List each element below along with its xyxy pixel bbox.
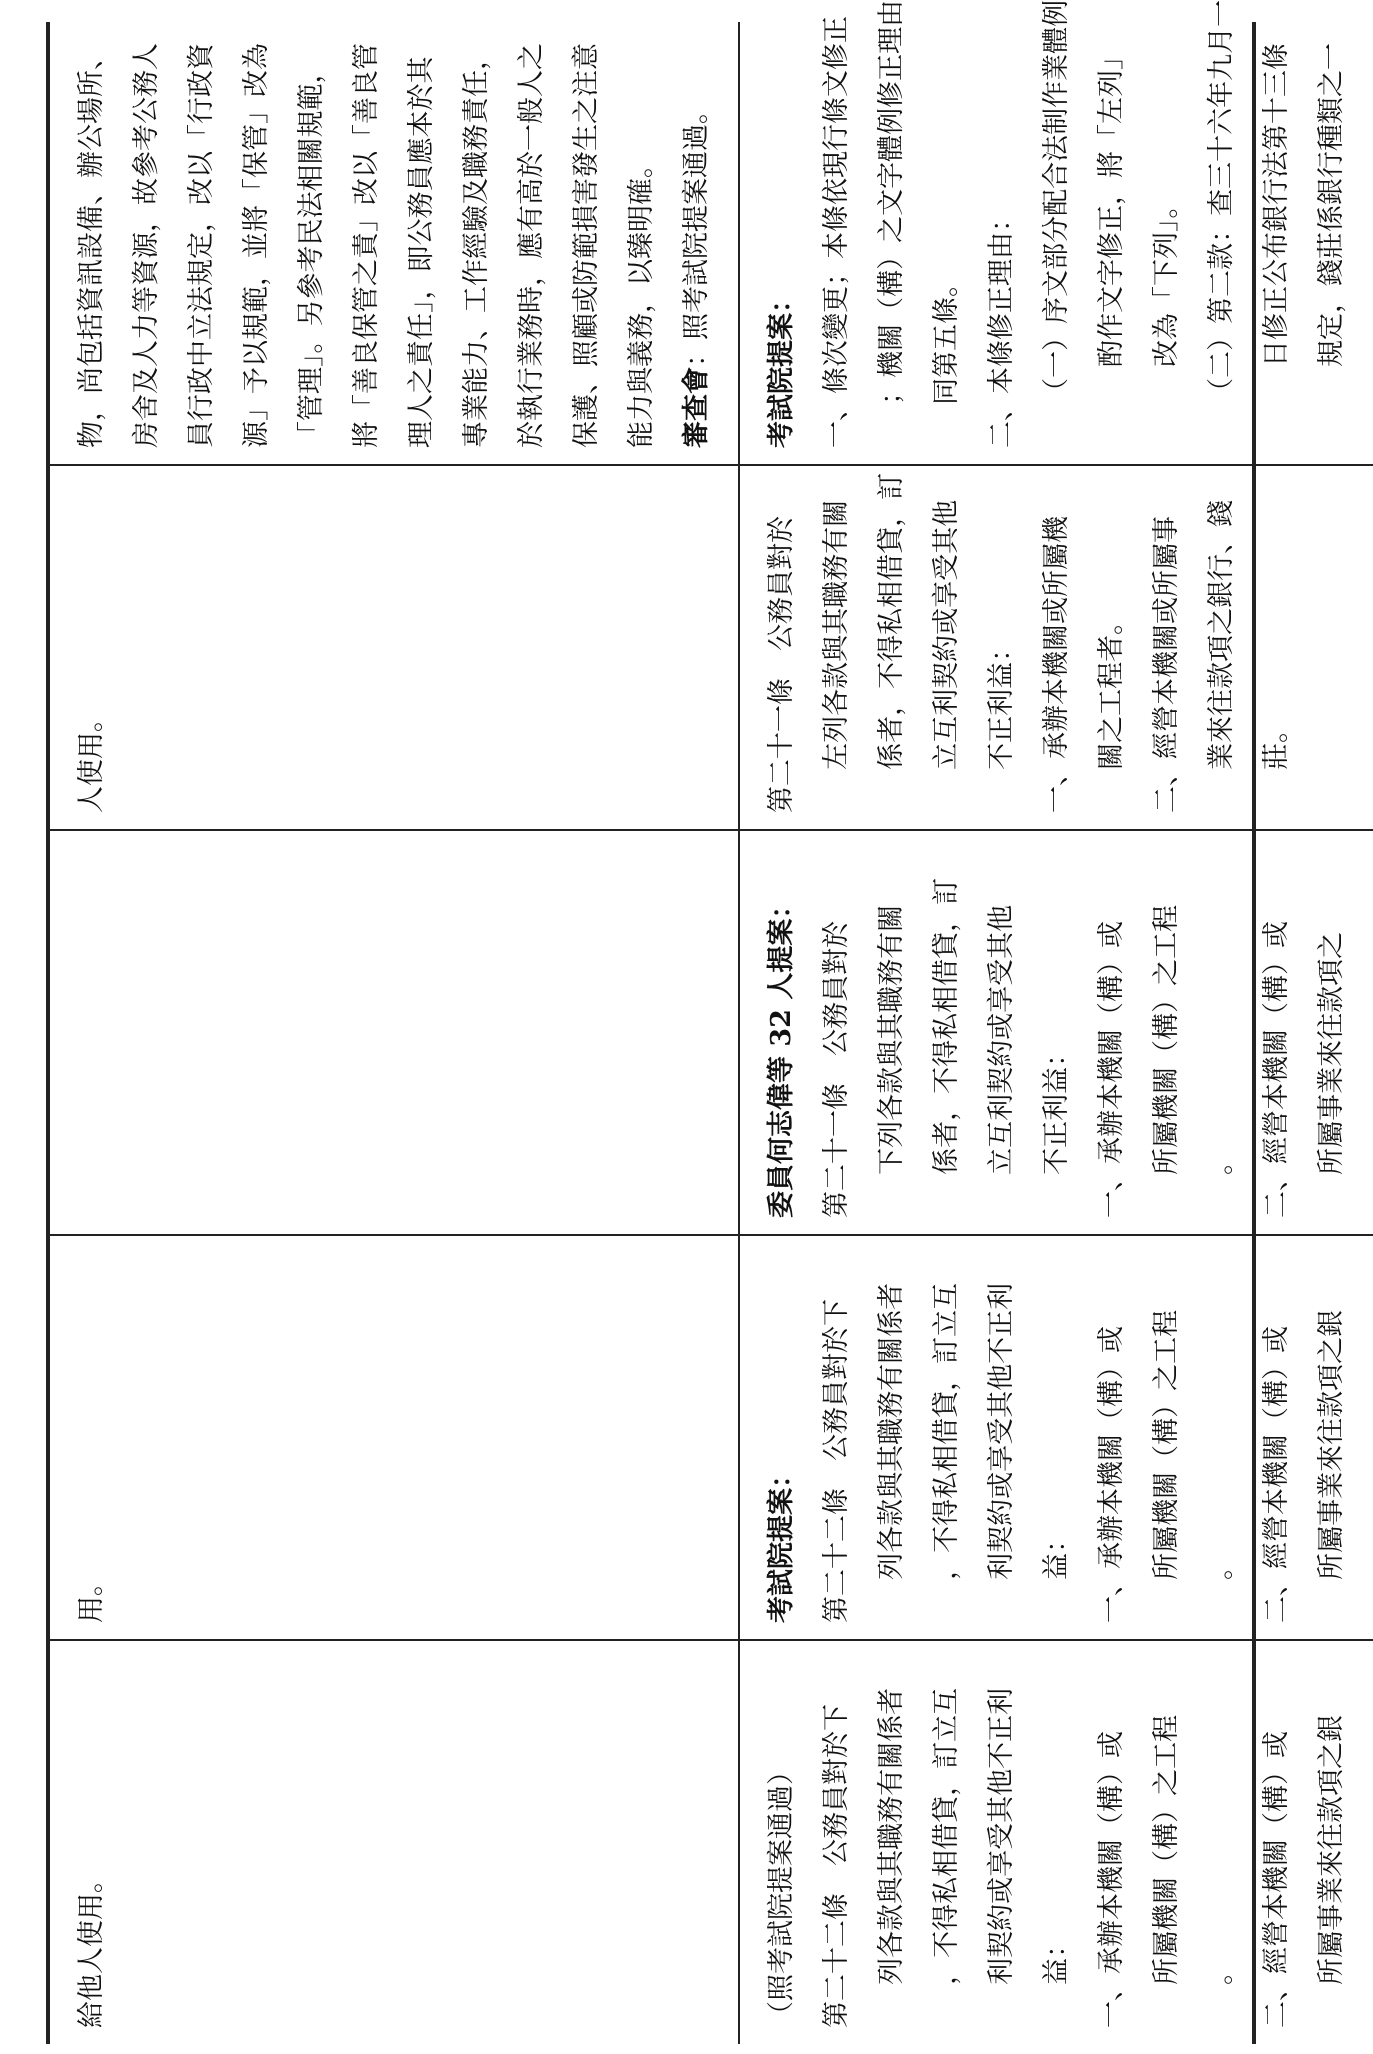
text-line: 用。 — [76, 1569, 107, 1623]
text-line: ，不得私相借貸，訂立互 — [931, 1687, 962, 1985]
text-line: 所屬事業來往款項之銀 — [1316, 1714, 1347, 1985]
cell-legislator-proposal — [740, 829, 1373, 1234]
text-line: 係者，不得私相借貸，訂 — [931, 877, 962, 1175]
text-line: 。 — [1206, 1957, 1237, 1985]
text-line: 日修正公布銀行法第十三條 — [1261, 43, 1292, 367]
text-line: 所屬事業來往款項之銀 — [1316, 1309, 1347, 1580]
text-line: 委員何志偉等 32 人提案： — [766, 891, 797, 1218]
text-line: （二）第二款：查三十六年九月一 — [1206, 0, 1237, 405]
text-line: 一、承辦本機關（構）或 — [1096, 1731, 1127, 2028]
text-line: 專業能力、工作經驗及職務責任， — [461, 43, 492, 448]
text-line: 一、承辦本機關（構）或 — [1096, 1326, 1127, 1623]
text-line: 業來往款項之銀行、錢 — [1206, 499, 1237, 770]
text-line: 利契約或享受其他不正利 — [986, 1282, 1017, 1580]
text-line: 審查會：照考試院提案通過。 — [681, 97, 712, 448]
text-line: 列各款與其職務有關係者 — [876, 1687, 907, 1985]
text-line: 「管理」。另參考民法相關規範， — [296, 56, 327, 448]
cell-explanation — [50, 22, 738, 464]
text-line: 二、經營本機關或所屬事 — [1151, 516, 1182, 813]
comparison-table — [46, 0, 1347, 2044]
cell-legislator-proposal — [50, 829, 738, 1234]
text-line: 所屬機關（構）之工程 — [1151, 904, 1182, 1175]
text-line: 改為「下列」。 — [1151, 191, 1182, 367]
text-line: 莊。 — [1261, 715, 1292, 770]
text-line: 給他人使用。 — [76, 1866, 107, 2028]
cell-current-text — [740, 464, 1373, 829]
text-line: 左列各款與其職務有關 — [821, 499, 852, 770]
table-row-continuation — [50, 22, 740, 2044]
review-label: 審查會 — [681, 367, 712, 448]
text-line: 於執行業務時，應有高於一般人之 — [516, 43, 547, 448]
text-line: 保護、照顧或防範損害發生之注意 — [571, 43, 602, 448]
text-line: 考試院提案： — [766, 286, 797, 448]
text-line: ；機關（構）之文字體例修正理由 — [876, 0, 907, 405]
table-row-article-21 — [740, 0, 1373, 2044]
text-line: 將「善良保管之責」改以「善良管 — [351, 43, 382, 448]
text-line: （一）序文部分配合法制作業體例 — [1041, 0, 1072, 405]
text-line: 所屬事業來往款項之 — [1316, 931, 1347, 1175]
text-line: 物，尚包括資訊設備、辦公場所、 — [76, 43, 107, 448]
text-line: 二、經營本機關（構）或 — [1261, 921, 1292, 1218]
text-line: 第二十二條 公務員對於下 — [821, 1704, 852, 2028]
cell-exam-yuan-proposal — [740, 1234, 1373, 1639]
text-line: 人使用。 — [76, 705, 107, 813]
text-line: 二、經營本機關（構）或 — [1261, 1326, 1292, 1623]
text-line: 第二十二條 公務員對於下 — [821, 1299, 852, 1623]
text-line: 二、經營本機關（構）或 — [1261, 1731, 1292, 2028]
text-line: 一、承辦本機關（構）或 — [1096, 921, 1127, 1218]
text-line: 員行政中立法規定，改以「行政資 — [186, 43, 217, 448]
text-line: 係者，不得私相借貸，訂 — [876, 472, 907, 770]
rotated-page — [46, 0, 1347, 2044]
text-line: 關之工程者。 — [1096, 607, 1127, 770]
text-line: 房舍及人力等資源，故參考公務人 — [131, 43, 162, 448]
text-line: 。 — [1206, 1552, 1237, 1580]
text-line: 。 — [1206, 1147, 1237, 1175]
text-line: 所屬機關（構）之工程 — [1151, 1714, 1182, 1985]
text-line: 不正利益： — [1041, 1039, 1072, 1175]
text-line: 列各款與其職務有關係者 — [876, 1282, 907, 1580]
cell-current-text — [50, 464, 738, 829]
text-line: 能力與義務，以臻明確。 — [626, 151, 657, 448]
text-line: 考試院提案： — [766, 1461, 797, 1623]
text-line: 第二十一條 公務員對於 — [821, 921, 852, 1218]
text-line: 第二十一條 公務員對於 — [766, 516, 797, 813]
cell-passed-text — [50, 1639, 738, 2044]
text-line: 一、承辦本機關或所屬機 — [1041, 516, 1072, 813]
text-line: ，不得私相借貸，訂立互 — [931, 1282, 962, 1580]
text-line: 二、本條修正理由： — [986, 205, 1017, 448]
cell-explanation — [740, 0, 1373, 464]
text-line: 酌作文字修正，將「左列」 — [1096, 43, 1127, 367]
text-line: 利契約或享受其他不正利 — [986, 1687, 1017, 1985]
cell-passed-text — [740, 1639, 1373, 2044]
text-line: 益： — [1041, 1525, 1072, 1580]
text-line: 同第五條。 — [931, 269, 962, 405]
text-line: 規定，錢莊係銀行種類之一 — [1316, 43, 1347, 367]
text-line: 立互利契約或享受其他 — [986, 904, 1017, 1175]
cell-exam-yuan-proposal — [50, 1234, 738, 1639]
text-line: 立互利契約或享受其他 — [931, 499, 962, 770]
text-line: 益： — [1041, 1930, 1072, 1985]
text-line: 理人之責任」，即公務員應本於其 — [406, 56, 437, 448]
text-line: 一、條次變更；本條依現行條文修正 — [821, 16, 852, 448]
text-line: 不正利益： — [986, 634, 1017, 770]
text-line: （照考試院提案通過） — [766, 1758, 797, 2028]
text-line: 源」予以規範，並將「保管」改為 — [241, 43, 272, 448]
text-line: 所屬機關（構）之工程 — [1151, 1309, 1182, 1580]
text-line: 下列各款與其職務有關 — [876, 904, 907, 1175]
